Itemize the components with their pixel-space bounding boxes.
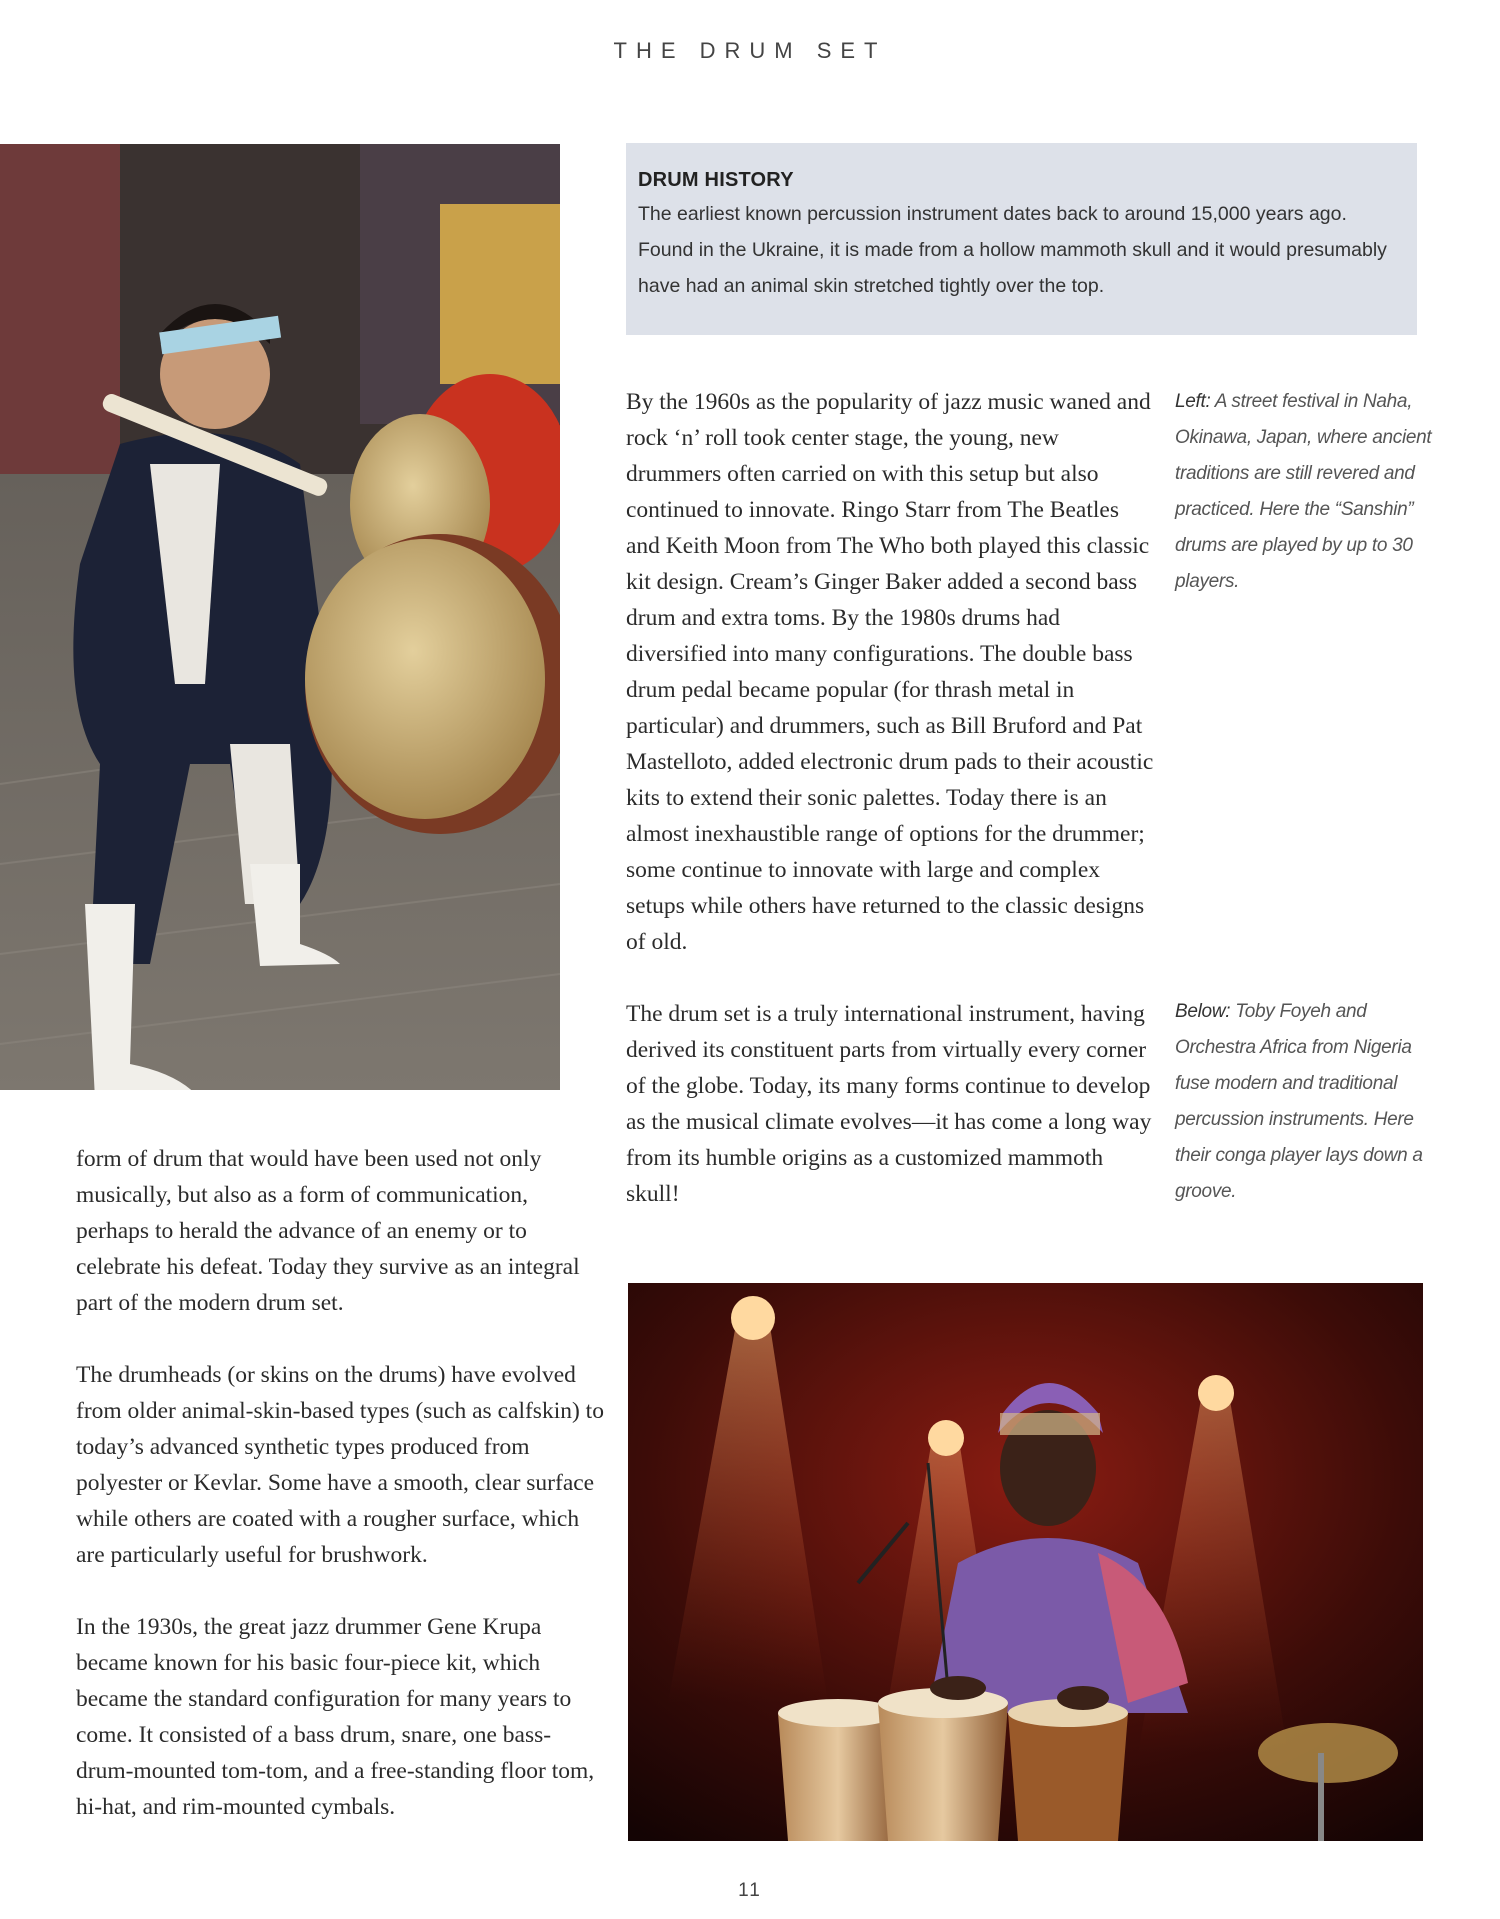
caption-text: Toby Foyeh and Orchestra Africa from Nigeria fuse modern and traditional percussion instruments. Here their conga player lays down a groove. [1175,1001,1423,1202]
caption-text: A street festival in Naha, Okinawa, Japan, where ancient traditions are still revered and practiced. Here the “Sanshin” drums are played by up to 30 players. [1175,391,1432,592]
festival-drummer-photo [0,144,560,1090]
paragraph: The drumheads (or skins on the drums) have evolved from older animal-skin-based types (such as calfskin) to today’s advanced synthetic types produced from polyester or Kevlar. Some have a smooth, clear surface while others are coated with a rougher surface, which are particularly useful for brushwork. [76,1362,604,1568]
sidebar-text: The earliest known percussion instrument dates back to around 15,000 years ago. Found in the Ukraine, it is made from a hollow mammoth skull and it would presumably have had an animal skin stretched tightly over the top. [638,203,1387,297]
paragraph: form of drum that would have been used not only musically, but also as a form of communication, perhaps to herald the advance of an enemy or to celebrate his defeat. Today they survive as an integral part of the modern drum set. [76,1146,580,1316]
caption-lead: Left: [1175,391,1211,412]
paragraph: In the 1930s, the great jazz drummer Gene Krupa became known for his basic four-piece kit, which became the standard configuration for many years to come. It consisted of a bass drum, snare, one bass-drum-mounted tom-tom, and a free-standing floor tom, hi-hat, and rim-mounted cymbals. [76,1614,595,1820]
sidebar-title: DRUM HISTORY [638,169,794,191]
paragraph: By the 1960s as the popularity of jazz music waned and rock ‘n’ roll took center stage, the young, new drummers often carried on with this setup but also continued to innovate. Ringo Starr from The Beatles and Keith Moon from The Who both played this classic kit design. Cream’s Ginger Baker added a second bass drum and extra toms. By the 1980s drums had diversified into many configurations. The double bass drum pedal became popular (for thrash metal in particular) and drummers, such as Bill Bruford and Pat Mastelloto, added electronic drum pads to their acoustic kits to extend their sonic palettes. Today there is an almost inexhaustible range of options for the drummer; some continue to innovate with large and complex setups while others have returned to the classic designs of old. [626,389,1154,955]
caption-lead: Below: [1175,1001,1231,1022]
left-column [76,1141,606,1861]
running-head: THE DRUM SET [613,38,887,63]
caption-left-photo [1175,384,1435,600]
conga-player-photo [628,1283,1423,1841]
middle-column [626,384,1156,1248]
paragraph: The drum set is a truly international instrument, having derived its constituent parts from virtually every corner of the globe. Today, its many forms continue to develop as the musical climate evolves—it has come a long way from its humble origins as a customized mammoth skull! [626,1001,1152,1207]
drum-history-sidebar [626,143,1417,335]
caption-below-photo [1175,994,1435,1210]
page-number: 11 [738,1880,762,1901]
